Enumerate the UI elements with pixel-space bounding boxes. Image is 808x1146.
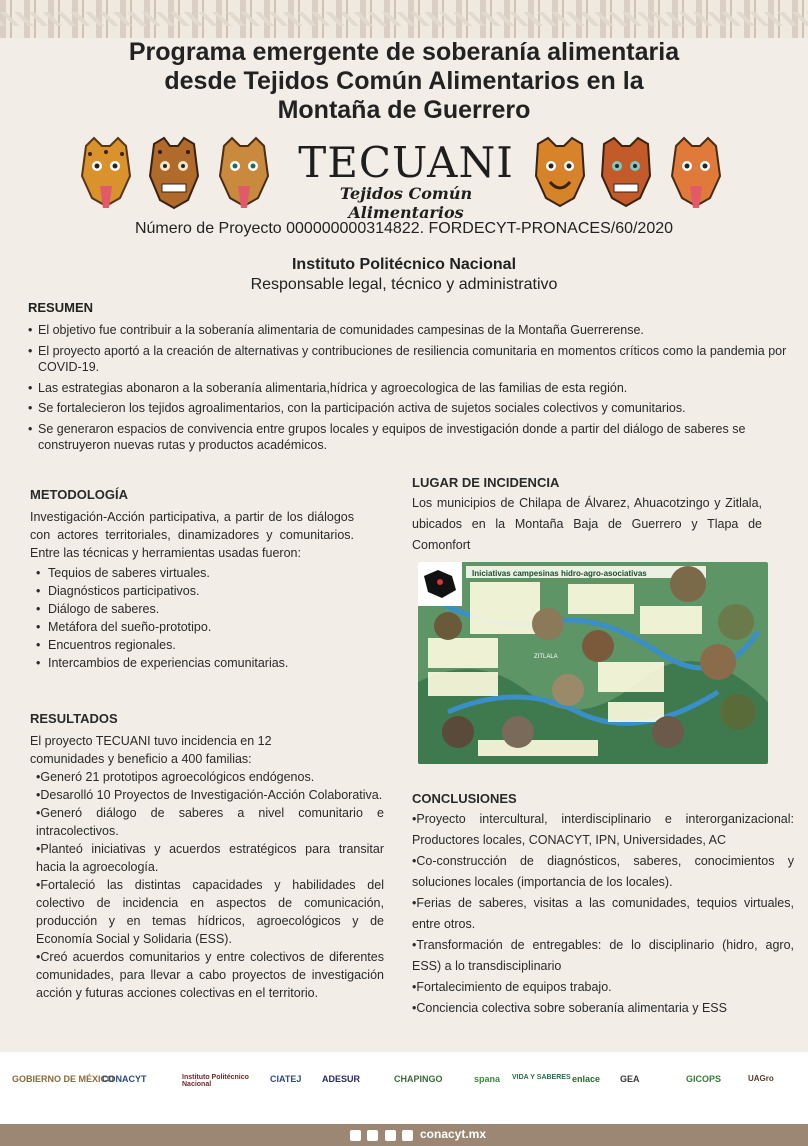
lugar-text: Los municipios de Chilapa de Álvarez, Ahuacotzingo y Zitlala, ubicados en la Montaña Baja de Guerrero y Tlapa de Comonfort <box>412 496 762 552</box>
resultados-heading: RESULTADOS <box>30 711 118 726</box>
resultados-section <box>30 710 384 1002</box>
sponsor-logos-bar <box>0 1052 808 1126</box>
jaguar-mask-icon <box>600 136 652 210</box>
list-item: •Fortalecimiento de equipos trabajo. <box>412 980 612 994</box>
map-title: Iniciativas campesinas hidro-agro-asociativas <box>472 569 647 578</box>
conclusiones-section <box>412 788 794 1019</box>
brand-subtitle: Tejidos Común Alimentarios <box>339 184 473 222</box>
list-item: • Diagnósticos participativos. <box>48 582 354 600</box>
list-item: • Se generaron espacios de convivencia entre grupos locales y equipos de investigación donde a partir del diálogo de saberes se construyeron nuevas rutas y productos académicos. <box>28 421 788 454</box>
logo-ciatej: CIATEJ <box>270 1074 302 1084</box>
list-item: •Generó 21 prototipos agroecológicos endógenos. <box>36 770 315 784</box>
logo-enlace: enlace <box>572 1074 601 1084</box>
logo-ipn: Instituto Politécnico Nacional <box>182 1074 249 1088</box>
conclusiones-heading: CONCLUSIONES <box>412 791 517 806</box>
title-line-3: Montaña de Guerrero <box>277 96 531 124</box>
list-item: • Tequios de saberes virtuales. <box>48 564 354 582</box>
logo-gea: GEA <box>620 1074 640 1084</box>
jaguar-mask-icon <box>80 136 132 210</box>
list-item: •Ferias de saberes, visitas a las comunidades, tequios virtuales, entre otros. <box>412 896 794 931</box>
logo-gobierno: GOBIERNO DE MÉXICO <box>12 1074 115 1084</box>
facebook-icon[interactable] <box>350 1130 361 1141</box>
jaguar-mask-icon <box>218 136 270 210</box>
resultados-intro: El proyecto TECUANI tuvo incidencia en 12 comunidades y beneficio a 400 familias: <box>30 734 272 766</box>
map-graphic <box>418 562 768 764</box>
map-infographic <box>418 562 768 764</box>
logo-conacyt: CONACYT <box>102 1074 147 1084</box>
brand-name: TECUANI <box>298 138 514 187</box>
list-item: • Encuentros regionales. <box>48 636 354 654</box>
list-item: • El proyecto aportó a la creación de alternativas y contribuciones de resiliencia comunitaria en momentos críticos como la pandemia por COVID-19. <box>28 343 788 376</box>
metodologia-section <box>30 486 354 672</box>
jaguar-mask-icon <box>670 136 722 210</box>
twitter-icon[interactable] <box>367 1130 378 1141</box>
logo-gicops: GICOPS <box>686 1074 722 1084</box>
social-icons <box>350 1128 415 1146</box>
instagram-icon[interactable] <box>385 1130 396 1141</box>
logo-uagro: UAGro <box>748 1074 774 1083</box>
map-place-label: ZITLALA <box>534 654 558 660</box>
institute-name: Instituto Politécnico Nacional <box>291 256 517 273</box>
responsible-note: Responsable legal, técnico y administrativo <box>250 276 558 293</box>
list-item: • El objetivo fue contribuir a la soberanía alimentaria de comunidades campesinas de la Montaña Guerrerense. <box>28 322 788 339</box>
list-item: • Diálogo de saberes. <box>48 600 354 618</box>
list-item: •Generó diálogo de saberes a nivel comunitario e intracolectivos. <box>36 806 384 838</box>
resumen-heading: RESUMEN <box>28 300 94 315</box>
list-item: •Conciencia colectiva sobre soberanía alimentaria y ESS <box>412 1001 727 1015</box>
list-item: •Proyecto intercultural, interdisciplinario e interorganizacional: Productores locales, CONACYT, IPN, Universidades, AC <box>412 812 794 847</box>
metodologia-intro: Investigación-Acción participativa, a partir de los diálogos con actores territoriales, dinamizadores y comunitarios. Entre las técnicas y herramientas usadas fueron: <box>30 510 354 560</box>
logo-spana: spana <box>474 1074 501 1084</box>
title-line-1: Programa emergente de soberanía alimentaria <box>128 38 680 66</box>
resultados-list <box>36 768 384 1002</box>
list-item: •Transformación de entregables: de lo disciplinario (hidro, agro, ESS) a lo transdisciplinario <box>412 938 794 973</box>
logo-chapingo: CHAPINGO <box>394 1074 443 1084</box>
footer-url[interactable]: conacyt.mx <box>420 1127 487 1141</box>
tecuani-brand <box>288 140 524 222</box>
list-item: • Las estrategias abonaron a la soberanía alimentaria,hídrica y agroecologica de las familias de esta región. <box>28 380 788 397</box>
jaguar-mask-icon <box>534 136 586 210</box>
list-item: •Desarolló 10 Proyectos de Investigación-Acción Colaborativa. <box>36 788 383 802</box>
list-item: • Intercambios de experiencias comunitarias. <box>48 654 354 672</box>
title-line-2: desde Tejidos Común Alimentarios en la <box>164 67 644 95</box>
lugar-heading: LUGAR DE INCIDENCIA <box>412 475 560 490</box>
metodologia-list <box>30 564 354 672</box>
lugar-section <box>412 472 762 556</box>
logo-vida-saberes: VIDA Y SABERES <box>512 1074 571 1081</box>
list-item: • Metáfora del sueño-prototipo. <box>48 618 354 636</box>
footer-band <box>0 1124 808 1146</box>
decorative-top-border <box>0 0 808 38</box>
list-item: •Creó acuerdos comunitarios y entre colectivos de diferentes comunidades, para llevar a cabo proyectos de investigación acción y futuras acciones colectivas en el territorio. <box>36 950 384 1000</box>
list-item: •Fortaleció las distintas capacidades y habilidades del colectivo de incidencia en aspectos de comunicación, producción y en temas hídricos, agroecológicos y de Economía Social y Solidaria (ESS). <box>36 878 384 946</box>
metodologia-heading: METODOLOGÍA <box>30 487 128 502</box>
youtube-icon[interactable] <box>402 1130 413 1141</box>
resumen-list <box>28 322 788 458</box>
logo-adesur: ADESUR <box>322 1074 361 1084</box>
page-title <box>40 38 768 125</box>
list-item: •Co-construcción de diagnósticos, saberes, conocimientos y soluciones locales (importancia de los locales). <box>412 854 794 889</box>
project-number: Número de Proyecto 000000000314822. FORDECYT-PRONACES/60/2020 <box>134 220 674 237</box>
list-item: • Se fortalecieron los tejidos agroalimentarios, con la participación activa de sujetos sociales colectivos y comunitarios. <box>28 400 788 417</box>
jaguar-mask-icon <box>148 136 200 210</box>
list-item: •Planteó iniciativas y acuerdos estratégicos para transitar hacia la agroecología. <box>36 842 384 874</box>
